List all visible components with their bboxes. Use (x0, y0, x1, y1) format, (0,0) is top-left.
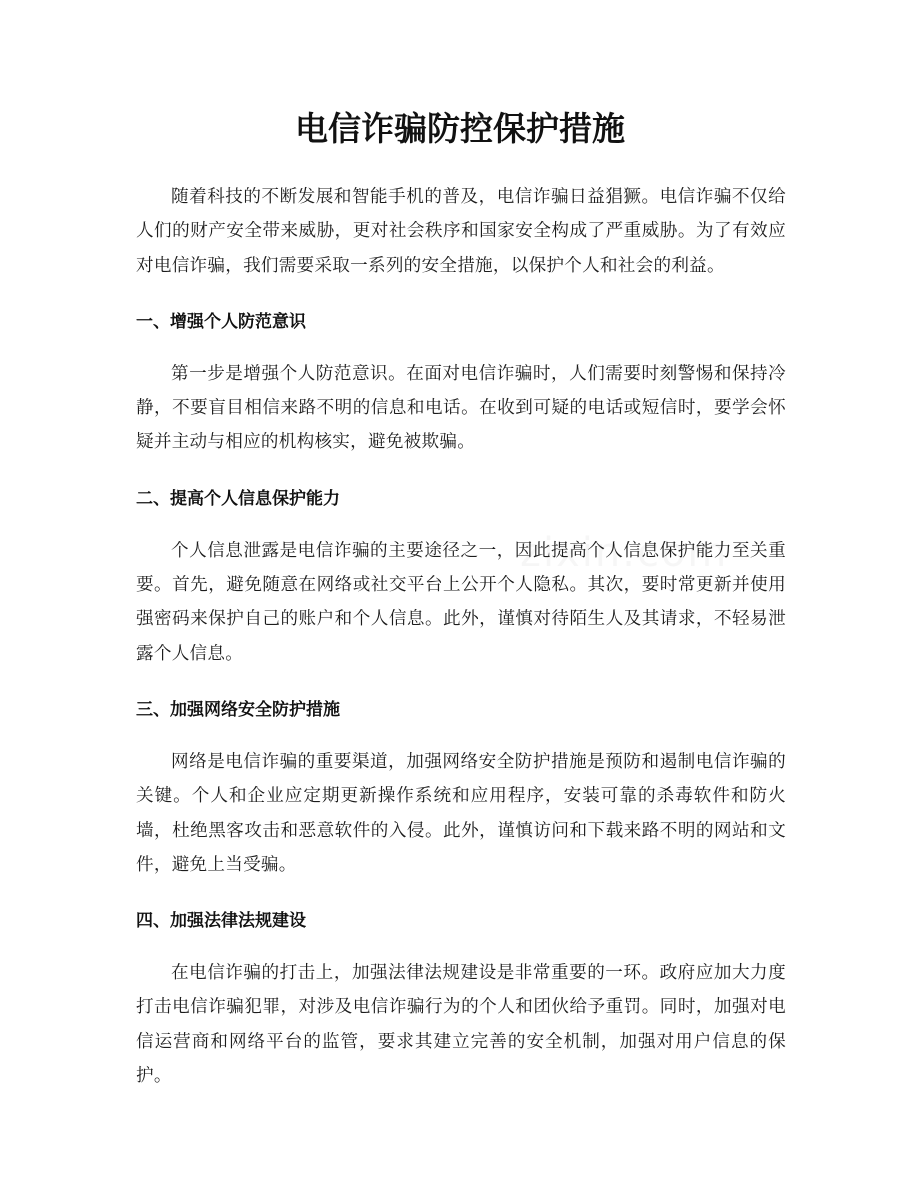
section-heading-2: 二、提高个人信息保护能力 (136, 488, 340, 509)
intro-paragraph: 随着科技的不断发展和智能手机的普及，电信诈骗日益猖獗。电信诈骗不仅给人们的财产安全带来威胁，更对社会秩序和国家安全构成了严重威胁。为了有效应对电信诈骗，我们需要采取一系列的安全措施，以保护个人和社会的利益。 (136, 187, 786, 276)
document-body (136, 180, 786, 1093)
section-body-1: 第一步是增强个人防范意识。在面对电信诈骗时，人们需要时刻警惕和保持冷静，不要盲目相信来路不明的信息和电话。在收到可疑的电话或短信时，要学会怀疑并主动与相应的机构核实，避免被欺骗。 (136, 363, 786, 453)
section-body-2: 个人信息泄露是电信诈骗的主要途径之一，因此提高个人信息保护能力至关重要。首先，避免随意在网络或社交平台上公开个人隐私。其次，要时常更新并使用强密码来保护自己的账户和个人信息。此外，谨慎对待陌生人及其请求，不轻易泄露个人信息。 (136, 540, 786, 664)
section-heading-4: 四、加强法律法规建设 (136, 911, 306, 932)
page-title: 电信诈骗防控保护措施 (295, 109, 625, 148)
section-heading-3: 三、加强网络安全防护措施 (136, 699, 340, 720)
section-heading-1: 一、增强个人防范意识 (136, 311, 306, 332)
section-body-3: 网络是电信诈骗的重要渠道，加强网络安全防护措施是预防和遏制电信诈骗的关键。个人和企业应定期更新操作系统和应用程序，安装可靠的杀毒软件和防火墙，杜绝黑客攻击和恶意软件的入侵。此外，谨慎访问和下载来路不明的网站和文件，避免上当受骗。 (136, 751, 786, 875)
section-body-4: 在电信诈骗的打击上，加强法律法规建设是非常重要的一环。政府应加大力度打击电信诈骗犯罪，对涉及电信诈骗行为的个人和团伙给予重罚。同时，加强对电信运营商和网络平台的监管，要求其建立完善的安全机制，加强对用户信息的保护。 (136, 963, 786, 1087)
